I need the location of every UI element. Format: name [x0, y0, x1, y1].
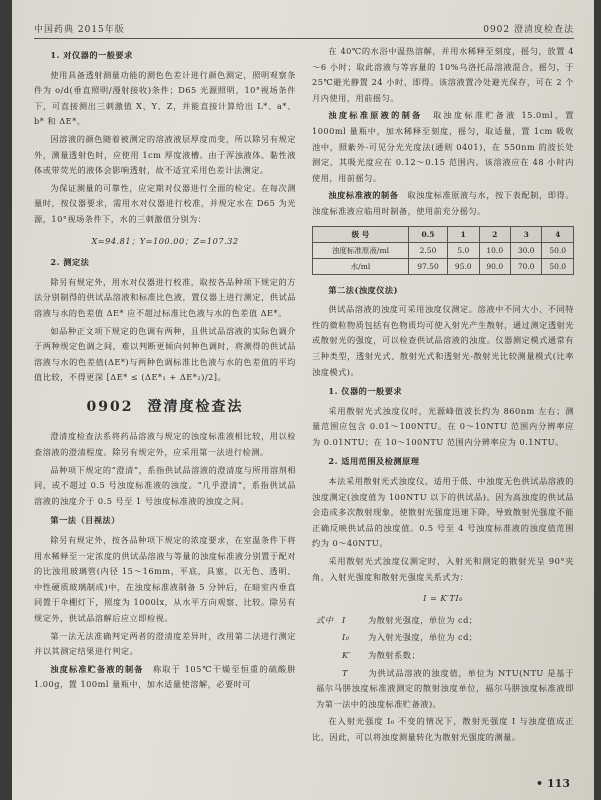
table-cell: 浊度标准原液/ml — [313, 242, 409, 258]
paragraph: 采用散射光式浊度仪时，光源峰值波长约为 860nm 左右；测量范围应包含 0.01～100NTU。在 0～10NTU 范围内分辨率应为 0.01NTU；在 10～100NTU 范围内分辨率应为 0.1NTU。 — [312, 405, 574, 447]
table-cell: 50.0 — [542, 242, 574, 258]
paragraph: 使用具备透射测量功能的测色色差计进行颜色测定，照明观察条件为 o/d(垂直照明/漫射接收)条件；D65 光源照明，10°视场条件下，可直接测出三刺激值 X、Y、Z，并能直接计算给出 L*、a*、b* 和 ΔE*。 — [34, 69, 296, 127]
paragraph-text: 取浊度标准原液与水，按下表配制，即得。浊度标准液应临用时制备，使用前充分摇匀。 — [312, 190, 574, 216]
running-head-left: 中国药典 2015年版 — [34, 25, 125, 35]
table-header-cell: 级 号 — [313, 226, 409, 242]
paragraph: 供试品溶液的浊度可采用浊度仪测定。溶液中不同大小、不同特性的微粒物质包括有色物质均可使入射光产生散射，通过测定透射光或散射光的强度，可以检查供试品溶液的浊度。仪器测定模式通常有三种类型，透射光式、散射光式和透射光-散射光比较测量模式(比率浊度模式)。 — [312, 304, 574, 377]
definition-symbol: I — [342, 614, 346, 625]
paragraph-text: 称取于 105℃干燥至恒重的硫酸肼 1.00g，置 100ml 量瓶中，加水适量使溶解，必要时可 — [34, 663, 296, 690]
subheading: 1. 对仪器的一般要求 — [50, 50, 133, 60]
paragraph: 除另有规定外，按各品种项下规定的浓度要求，在室温条件下将用水稀释至一定浓度的供试品溶液与等量的浊度标准液分别置于配对的比浊用玻璃管(内径 15～16mm，平底，具塞，以无色、透明、中性硬质玻璃制成)中，在浊度标准液制备 5 分钟后，在暗室内垂直同置于伞棚灯下，照度为 1000lx，从水平方向观察、比较。除另有规定外，供试品溶解后应立即检视。 — [34, 535, 296, 623]
paragraph — [34, 662, 296, 693]
table-cell: 水/ml — [313, 258, 409, 274]
right-column — [312, 44, 574, 748]
definition-text: 为入射光强度，单位为 cd； — [368, 632, 478, 643]
paragraph: 在 40℃的水浴中温热溶解，并用水稀释至刻度，摇匀，放置 4～6 小时；取此溶液与等容量的 10%乌洛托品溶液混合，摇匀，于 25℃避光静置 24 小时，即得。该溶液置冷处避光保存，可在 2 个月内使用，用前摇匀。 — [312, 46, 574, 103]
table-cell: 90.0 — [479, 258, 510, 274]
formula: X=94.81；Y=100.00；Z=107.32 — [91, 235, 239, 246]
table-header-cell: 3 — [510, 226, 541, 242]
definition-text: 为散射系数； — [368, 650, 421, 660]
paragraph: 如品种正文项下规定的色调有两种，且供试品溶液的实际色调介于两种规定色调之间，难以判断更倾向何种色调时，将测得的供试品溶液与水的色差值(ΔE*)与两种色调标准比色液与水的色差值的平均值比较，不得更深 [ΔE* ≤ (ΔE*₁ + ΔE*₂)/2]。 — [34, 325, 296, 383]
page-number-text: 113 — [547, 777, 570, 790]
subheading: 第一法（目视法） — [50, 515, 120, 526]
inline-heading: 浊度标准贮备液的制备 — [50, 663, 144, 674]
page-number: • 113 — [536, 777, 570, 790]
definition-intro: 式中 — [316, 614, 334, 625]
subheading: 2. 适用范围及检测原理 — [328, 456, 420, 467]
paragraph: 采用散射光式浊度仪测定时，入射光和测定的散射光呈 90°夹角，入射光强度和散射光强度关系式为： — [312, 556, 574, 582]
inline-heading: 浊度标准液的制备 — [328, 190, 399, 201]
subheading: 1. 仪器的一般要求 — [328, 386, 403, 397]
table-header-cell: 2 — [479, 226, 510, 242]
section-title-text: 澄清度检查法 — [147, 398, 244, 415]
paragraph: 第一法无法准确判定两者的澄清度差异时，改用第二法进行测定并以其测定结果进行判定。 — [34, 630, 296, 657]
turbidity-standard-table — [312, 226, 574, 275]
running-head — [34, 22, 574, 39]
table-row — [313, 242, 574, 258]
table-header-cell: 1 — [448, 226, 479, 242]
table-cell: 30.0 — [510, 242, 541, 258]
book-page — [12, 0, 594, 800]
table-cell: 95.0 — [448, 258, 479, 274]
table-header-row — [313, 226, 574, 242]
paragraph: 品种项下规定的“澄清”，系指供试品溶液的澄清度与所用溶剂相同，或不超过 0.5 号浊度标准液的浊度。“几乎澄清”，系指供试品溶液的浊度介于 0.5 号至 1 号浊度标准液的浊度之间。 — [34, 464, 296, 506]
paragraph: 除另有规定外，用水对仪器进行校准，取按各品种项下规定的方法分别制得的供试品溶液和标准比色液，置仪器上进行测定，供试品溶液与水的色差值 ΔE* 应不超过标准比色液与水的色差值 ΔE*。 — [34, 276, 296, 318]
definition-symbol: I₀ — [342, 632, 350, 643]
definition — [312, 666, 574, 713]
section-title — [34, 400, 296, 416]
definition-text: 为散射光强度，单位为 cd； — [368, 614, 478, 625]
table-cell: 70.0 — [510, 258, 541, 274]
definition-symbol: K′ — [342, 650, 351, 660]
paragraph: 因溶液的颜色随着被测定的溶液液层厚度而变，所以除另有规定外，测量透射色时，应使用 1cm 厚度液槽。由于浑浊液体、黏性液体或带荧光的液体会影响透射，故不适宜采用色差计法测定。 — [34, 133, 296, 176]
formula: I = K′TI₀ — [423, 593, 463, 604]
left-column — [34, 44, 296, 695]
section-number: 0902 — [86, 398, 134, 415]
table-row — [313, 258, 574, 274]
table-cell: 2.50 — [408, 242, 447, 258]
definition — [312, 613, 574, 629]
definition-symbol: T — [342, 667, 348, 678]
definition-text: 为供试品溶液的浊度值，单位为 NTU(NTU 是基于福尔马肼浊度标准液测定的散射浊度单位，福尔马肼浊度标准液即为第一法中的浊度标准贮备液)。 — [316, 667, 574, 709]
table-header-cell: 0.5 — [408, 226, 447, 242]
paragraph: 为保证测量的可靠性，应定期对仪器进行全面的检定。在每次测量时，按仪器要求，需用水对仪器进行校准，并规定水在 D65 为光源，10°视场条件下，水的三刺激值分别为： — [34, 182, 296, 224]
paragraph — [312, 108, 574, 186]
running-head-right: 0902 澄清度检查法 — [483, 25, 574, 35]
table-header-cell: 4 — [542, 226, 574, 242]
inline-heading: 浊度标准原液的制备 — [328, 110, 423, 121]
paragraph: 在入射光强度 I₀ 不变的情况下，散射光强度 I 与浊度值成正比，因此，可以将浊度测量转化为散射光强度的测量。 — [312, 716, 574, 742]
table-cell: 5.0 — [448, 242, 479, 258]
table-cell: 50.0 — [542, 258, 574, 274]
paragraph: 本法采用散射光式浊度仪，适用于低、中浊度无色供试品溶液的浊度测定(浊度值为 100NTU 以下的供试品)。因为高浊度的供试品会造成多次散射现象，使散射光强度迅速下降，导致散射光强度不能正确反映供试品的浊度值。0.5 号至 4 号浊度标准液的浊度值范围约为 0～40NTU。 — [312, 476, 574, 549]
table-cell: 10.0 — [479, 242, 510, 258]
table-cell: 97.50 — [408, 258, 447, 274]
definition — [312, 648, 574, 664]
paragraph: 澄清度检查法系将药品溶液与规定的浊度标准液相比较，用以检查溶液的澄清程度。除另有规定外，应采用第一法进行检测。 — [34, 431, 296, 458]
paragraph-text: 取浊度标准贮备液 15.0ml，置 1000ml 量瓶中，加水稀释至刻度，摇匀，取适量，置 1cm 吸收池中，照紫外-可见分光光度法(通则 0401)，在 550nm 的波长处测定，其吸光度应在 0.12～0.15 范围内。该溶液应在 48 小时内使用，用前摇匀。 — [312, 110, 574, 183]
subheading: 第二法(浊度仪法) — [328, 284, 398, 295]
definition — [312, 630, 574, 646]
paragraph — [312, 188, 574, 219]
subheading: 2. 测定法 — [50, 257, 90, 268]
